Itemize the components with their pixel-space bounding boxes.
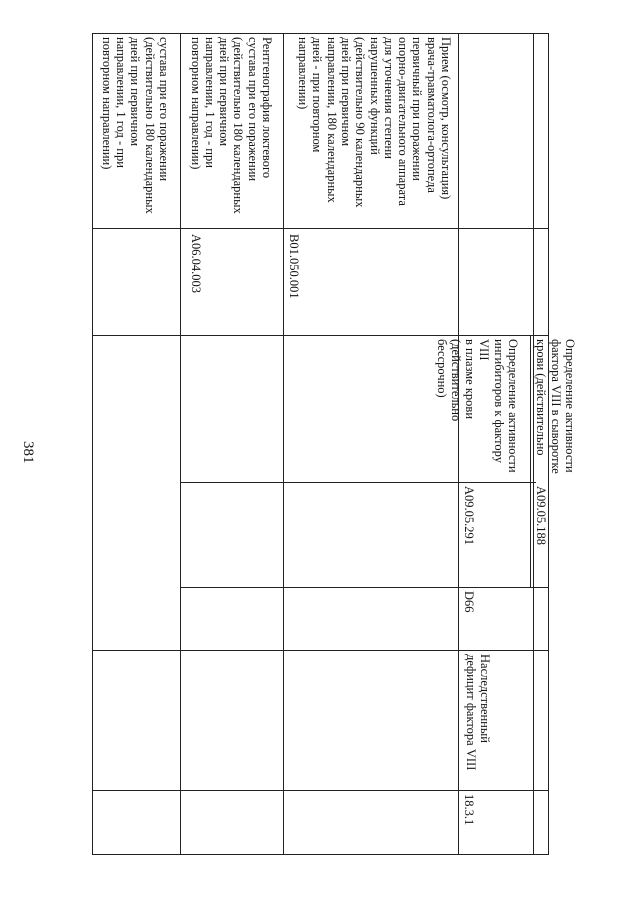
procedure-code: A06.04.003 bbox=[189, 234, 203, 294]
table-rule bbox=[180, 33, 181, 855]
table-rule bbox=[180, 587, 548, 588]
table-rule bbox=[92, 33, 548, 34]
lab-code: A09.05.188 bbox=[534, 486, 548, 546]
procedure-description: Рентгенография локтевого сустава при его поражении (действительно 180 календарных дней при первичном направлении, 1 год - при повторном направлении) bbox=[188, 37, 274, 214]
table-rule bbox=[92, 854, 548, 855]
page-number: 381 bbox=[20, 441, 36, 464]
icd-code: D66 bbox=[462, 591, 476, 613]
procedure-code: B01.050.001 bbox=[287, 234, 301, 299]
lab-service: Определение активности ингибиторов к фактору VIII в плазме крови (действительно бессрочно) bbox=[434, 339, 520, 473]
procedure-description: Прием (осмотр, консультация) врача-травматолога-ортопеда первичный при поражении опорно-двигательного аппарата для уточнения степени нарушенных функций (действительно 90 календарных дней при первичном направлении, 180 календарных дней - при повторном направлении) bbox=[296, 37, 453, 208]
table-rule bbox=[283, 33, 284, 855]
table-rule bbox=[92, 650, 548, 651]
disease-name: Наследственный дефицит фактора VIII bbox=[463, 654, 492, 771]
table-rule bbox=[92, 335, 548, 336]
lab-service: Определение активности фактора VIII в сыворотке крови (действительно bbox=[534, 339, 577, 474]
procedure-description: сустава при его поражении (действительно 180 календарных дней при первичном направлении, 1 год - при повторном направлении) bbox=[99, 37, 171, 214]
table-rule bbox=[180, 482, 536, 483]
table-rule bbox=[92, 33, 93, 855]
table-rule bbox=[530, 335, 531, 587]
lab-code: A09.05.291 bbox=[462, 486, 476, 546]
table-rule bbox=[92, 228, 548, 229]
row-code: 18.3.1 bbox=[462, 794, 476, 826]
table-rule bbox=[92, 790, 548, 791]
